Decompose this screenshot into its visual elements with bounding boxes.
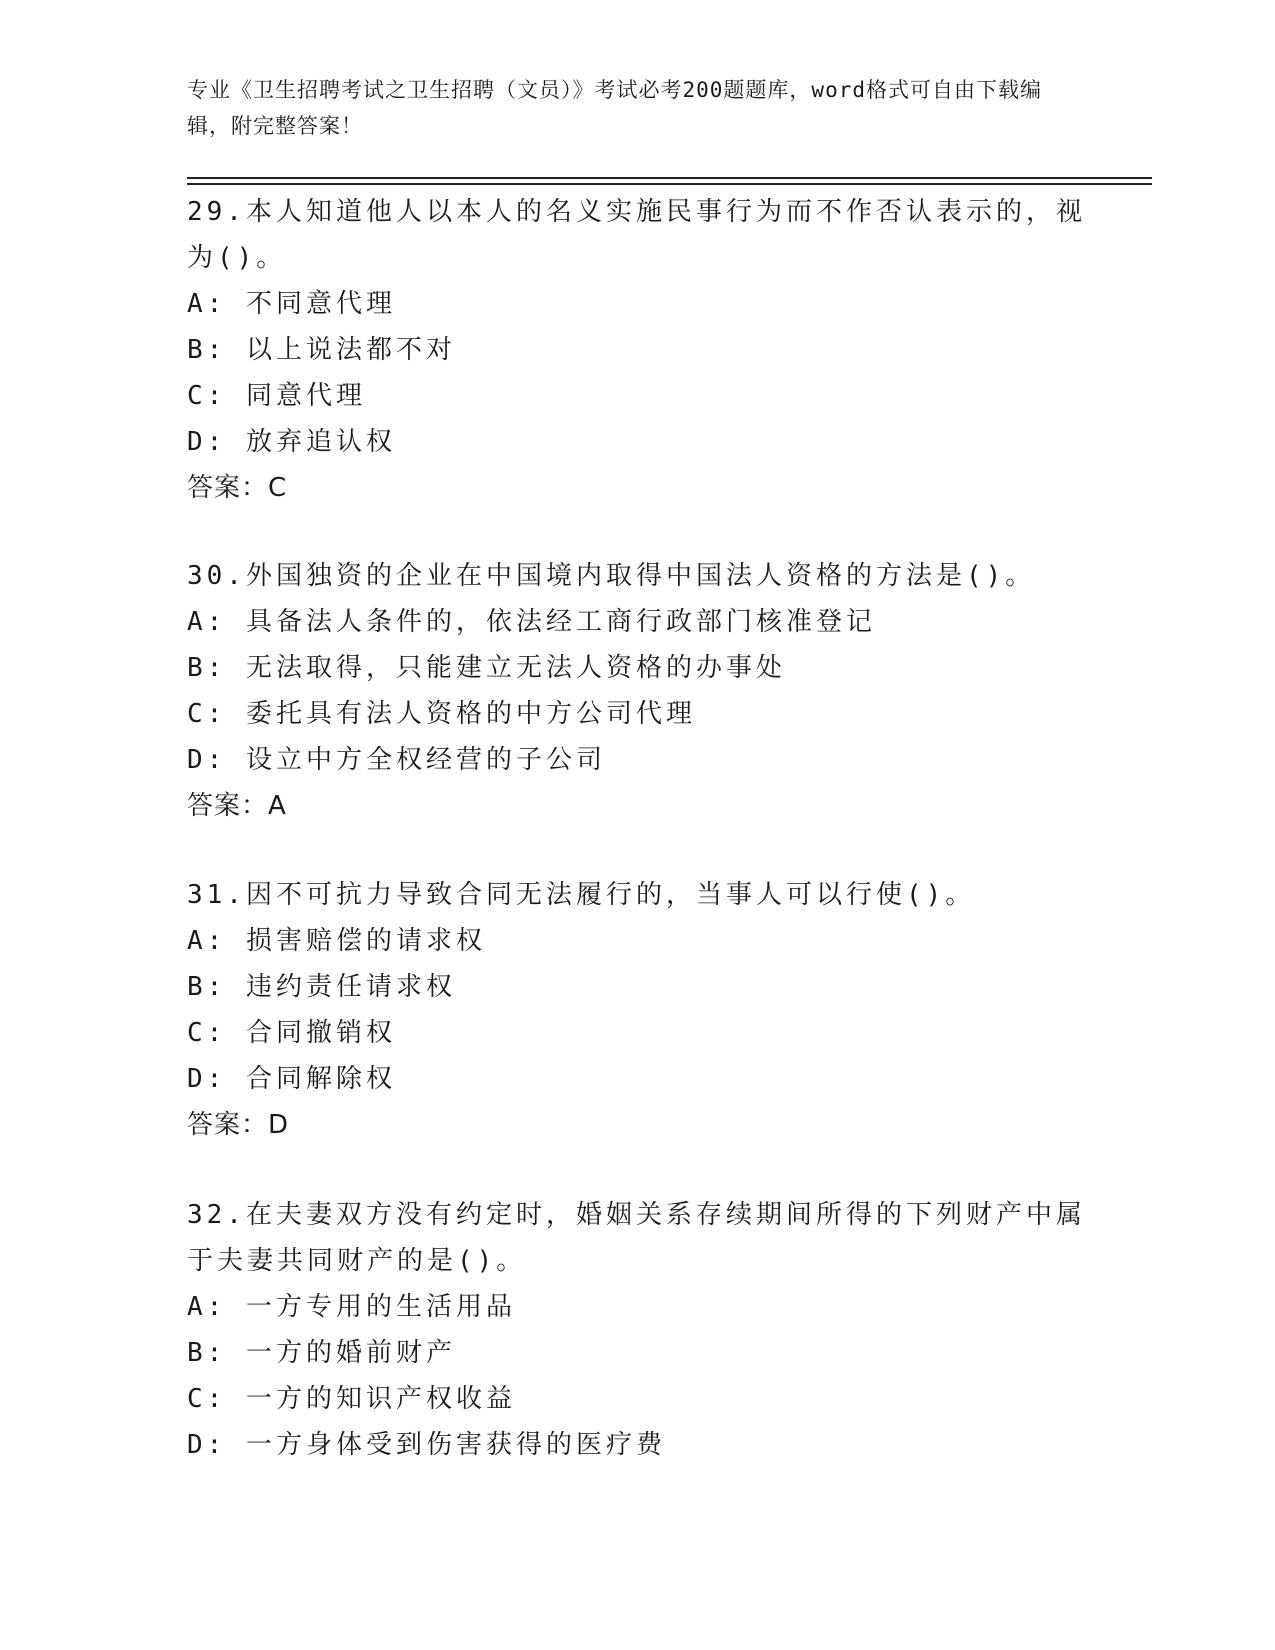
option-d: D: 合同解除权	[187, 1064, 396, 1094]
option-a: A: 损害赔偿的请求权	[187, 926, 486, 956]
question-stem: 31.因不可抗力导致合同无法履行的，当事人可以行使()。	[187, 880, 976, 910]
question-stem: 29.本人知道他人以本人的名义实施民事行为而不作否认表示的，视为()。	[187, 197, 1086, 273]
option-a: A: 具备法人条件的，依法经工商行政部门核准登记	[187, 607, 876, 637]
question-30	[187, 553, 1087, 829]
answer-label: 答案：C	[187, 473, 288, 503]
question-32	[187, 1192, 1087, 1468]
option-b: B: 一方的婚前财产	[187, 1338, 456, 1368]
answer-label: 答案：A	[187, 791, 287, 821]
option-c: C: 一方的知识产权收益	[187, 1384, 516, 1414]
option-c: C: 同意代理	[187, 381, 366, 411]
option-d: D: 放弃追认权	[187, 427, 396, 457]
option-c: C: 合同撤销权	[187, 1018, 396, 1048]
option-c: C: 委托具有法人资格的中方公司代理	[187, 699, 696, 729]
option-b: B: 无法取得，只能建立无法人资格的办事处	[187, 653, 786, 683]
question-stem: 32.在夫妻双方没有约定时，婚姻关系存续期间所得的下列财产中属于夫妻共同财产的是()。	[187, 1200, 1086, 1276]
answer-label: 答案：D	[187, 1110, 290, 1140]
header-divider-top	[187, 177, 1152, 179]
question-31	[187, 872, 1087, 1148]
option-d: D: 设立中方全权经营的子公司	[187, 745, 606, 775]
question-29	[187, 189, 1087, 511]
question-stem: 30.外国独资的企业在中国境内取得中国法人资格的方法是()。	[187, 561, 1036, 591]
option-a: A: 不同意代理	[187, 289, 396, 319]
option-b: B: 违约责任请求权	[187, 972, 456, 1002]
option-b: B: 以上说法都不对	[187, 335, 456, 365]
header-divider-bottom	[187, 183, 1152, 185]
option-a: A: 一方专用的生活用品	[187, 1292, 516, 1322]
document-header: 专业《卫生招聘考试之卫生招聘（文员）》考试必考200题题库，word格式可自由下载编辑，附完整答案！	[187, 78, 1042, 138]
option-d: D: 一方身体受到伤害获得的医疗费	[187, 1430, 666, 1460]
